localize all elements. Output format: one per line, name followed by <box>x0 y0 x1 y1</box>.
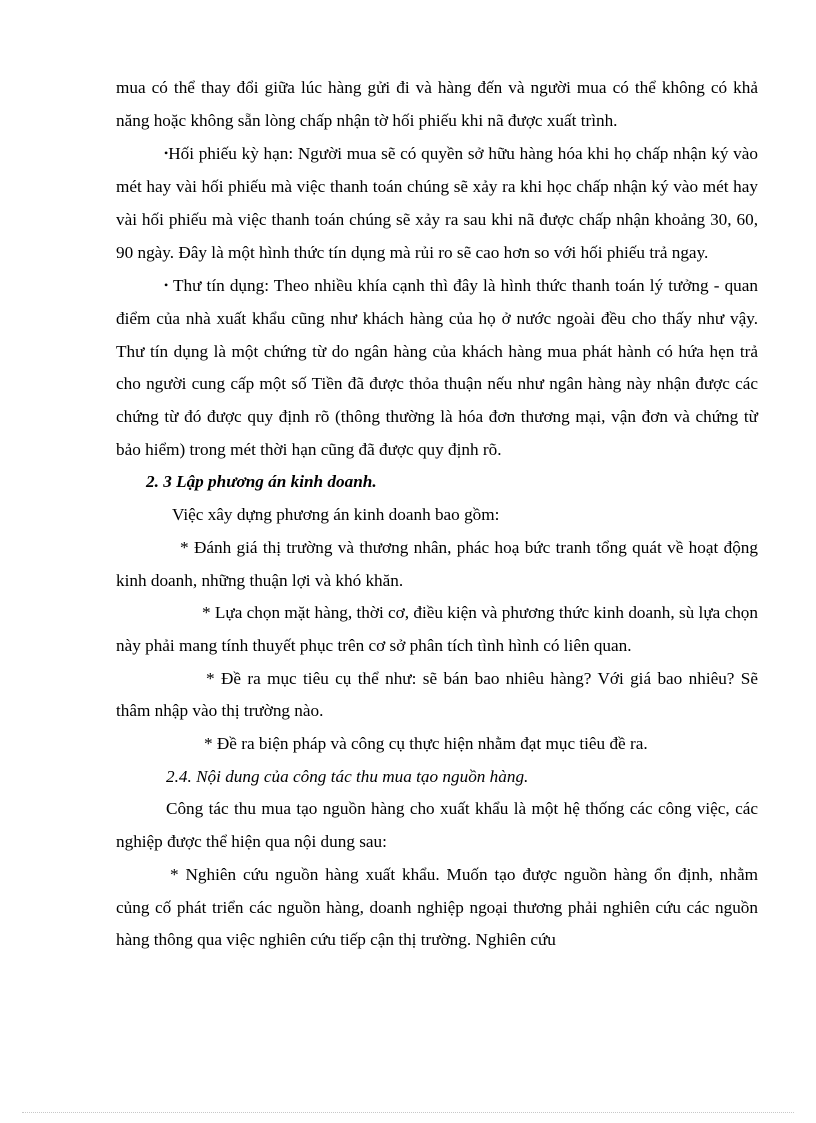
bullet-icon: • <box>164 146 169 161</box>
paragraph-usance-draft <box>116 137 758 269</box>
page-footer-divider <box>22 1112 794 1113</box>
usance-draft-text: Hối phiếu kỳ hạn: Người mua sẽ có quyền sở hữu hàng hóa khi họ chấp nhận ký vào mét hay vài hối phiếu mà việc thanh toán chúng sẽ xảy ra khi học chấp nhận ký vào mét hay vài hối phiếu mà việc thanh toán chúng sẽ xảy ra sau khi nã được chấp nhận khoảng 30, 60, 90 ngày. Đây là một hình thức tín dụng mà rủi ro sẽ cao hơn so với hối phiếu trả ngay. <box>116 144 758 262</box>
list-item-market-assessment: * Đánh giá thị trường và thương nhân, phác hoạ bức tranh tổng quát về hoạt động kinh doanh, những thuận lợi và khó khăn. <box>116 537 758 590</box>
section-heading-2-4: 2.4. Nội dung của công tác thu mua tạo nguồn hàng. <box>166 766 529 786</box>
list-item-measures: * Đề ra biện pháp và công cụ thực hiện nhằm đạt mục tiêu đề ra. <box>204 734 648 754</box>
paragraph-plan-intro: Việc xây dựng phương án kinh doanh bao gồm: <box>172 505 500 525</box>
list-item-objectives: * Đề ra mục tiêu cụ thể như: sẽ bán bao nhiêu hàng? Với giá bao nhiêu? Sẽ thâm nhập vào thị trường nào. <box>116 668 758 721</box>
bullet-icon: • <box>164 278 169 293</box>
list-item-source-research: * Nghiên cứu nguồn hàng xuất khẩu. Muốn tạo được nguồn hàng ổn định, nhằm củng cố phát triển các nguồn hàng, doanh nghiệp ngoại thương phải nghiên cứu các nguồn hàng thông qua việc nghiên cứu tiếp cận thị trường. Nghiên cứu <box>116 864 758 950</box>
list-item-product-selection: * Lựa chọn mặt hàng, thời cơ, điều kiện và phương thức kinh doanh, sù lựa chọn này phải mang tính thuyết phục trên cơ sở phân tích tình hình có liên quan. <box>116 603 758 655</box>
paragraph-sight-draft-risk: mua có thể thay đổi giữa lúc hàng gửi đi và hàng đến và người mua có thể không có khả năng hoặc không sẵn lòng chấp nhận tờ hối phiếu khi nã được xuất trình. <box>116 78 758 130</box>
letter-of-credit-text: Thư tín dụng: Theo nhiều khía cạnh thì đây là hình thức thanh toán lý tưởng - quan điểm của nhà xuất khẩu cũng như khách hàng của họ ở nước ngoài đều cho thấy như vậy. Thư tín dụng là một chứng từ do ngân hàng của khách hàng mua phát hành có hứa hẹn trả cho người cung cấp một số Tiền đã được thỏa thuận nếu như ngân hàng này nhận được các chứng từ đó được quy định rõ (thông thường là hóa đơn thương mại, vận đơn và chứng từ bảo hiểm) trong mét thời hạn cũng đã được quy định rõ. <box>116 276 758 459</box>
document-page <box>116 72 758 957</box>
section-heading-2-3: 2. 3 Lập phương án kinh doanh. <box>146 472 377 492</box>
paragraph-letter-of-credit <box>116 269 758 466</box>
paragraph-sourcing-intro: Công tác thu mua tạo nguồn hàng cho xuất khẩu là một hệ thống các công việc, các nghiệp được thể hiện qua nội dung sau: <box>116 799 758 852</box>
